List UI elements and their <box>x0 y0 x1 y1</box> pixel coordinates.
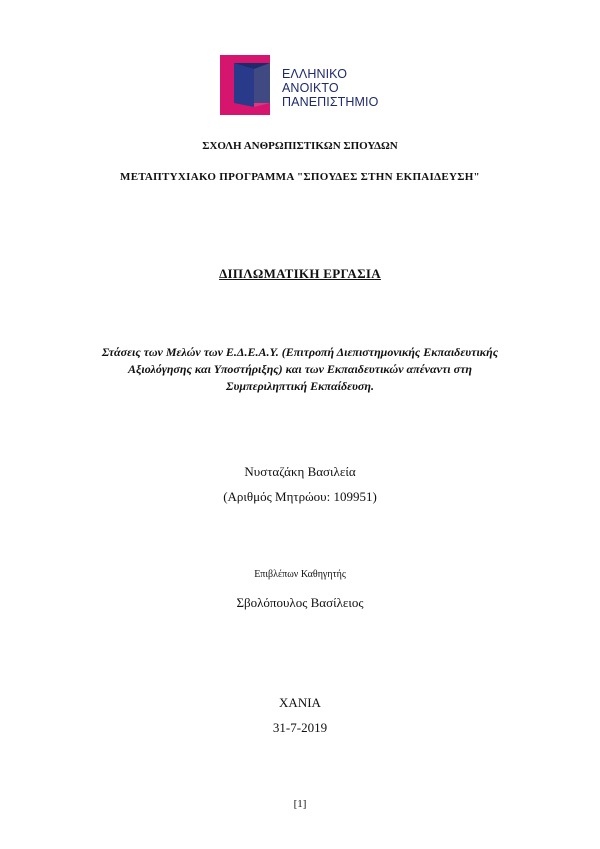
school-name: ΣΧΟΛΗ ΑΝΘΡΩΠΙΣΤΙΚΩΝ ΣΠΟΥΔΩΝ <box>202 140 398 152</box>
document-type-heading: ΔΙΠΛΩΜΑΤΙΚΗ ΕΡΓΑΣΙΑ <box>219 266 381 281</box>
university-logo <box>220 55 390 115</box>
supervisor-name: Σβολόπουλος Βασίλειος <box>236 595 364 610</box>
thesis-title-line-1: Στάσεις των Μελών των Ε.Δ.Ε.Α.Υ. (Επιτροπή Διεπιστημονικής Εκπαιδευτικής <box>101 345 499 359</box>
logo-wordmark <box>282 67 378 109</box>
city: ΧΑΝΙΑ <box>279 695 321 710</box>
logo-line-3: ΠΑΝΕΠΙΣΤΗΜΙΟ <box>282 95 379 109</box>
page-number: [1] <box>293 798 307 810</box>
author-name: Νυσταζάκη Βασιλεία <box>244 464 356 479</box>
date: 31-7-2019 <box>272 720 328 735</box>
supervisor-label: Επιβλέπων Καθηγητής <box>254 569 346 580</box>
logo-line-2: ΑΝΟΙΚΤΟ <box>282 81 339 95</box>
program-name: ΜΕΤΑΠΤΥΧΙΑΚΟ ΠΡΟΓΡΑΜΜΑ "ΣΠΟΥΔΕΣ ΣΤΗΝ ΕΚΠΑΙΔΕΥΣΗ" <box>120 171 480 183</box>
thesis-title <box>0 344 600 395</box>
thesis-title-line-3: Συμπεριληπτική Εκπαίδευση. <box>226 379 374 393</box>
thesis-title-line-2: Αξιολόγησης και Υποστήριξης) και των Εκπαιδευτικών απέναντι στη <box>128 362 472 376</box>
registration-number: (Αριθμός Μητρώου: 109951) <box>223 489 377 504</box>
logo-line-1: ΕΛΛΗΝΙΚΟ <box>282 67 348 81</box>
logo-mark-icon <box>220 55 280 115</box>
